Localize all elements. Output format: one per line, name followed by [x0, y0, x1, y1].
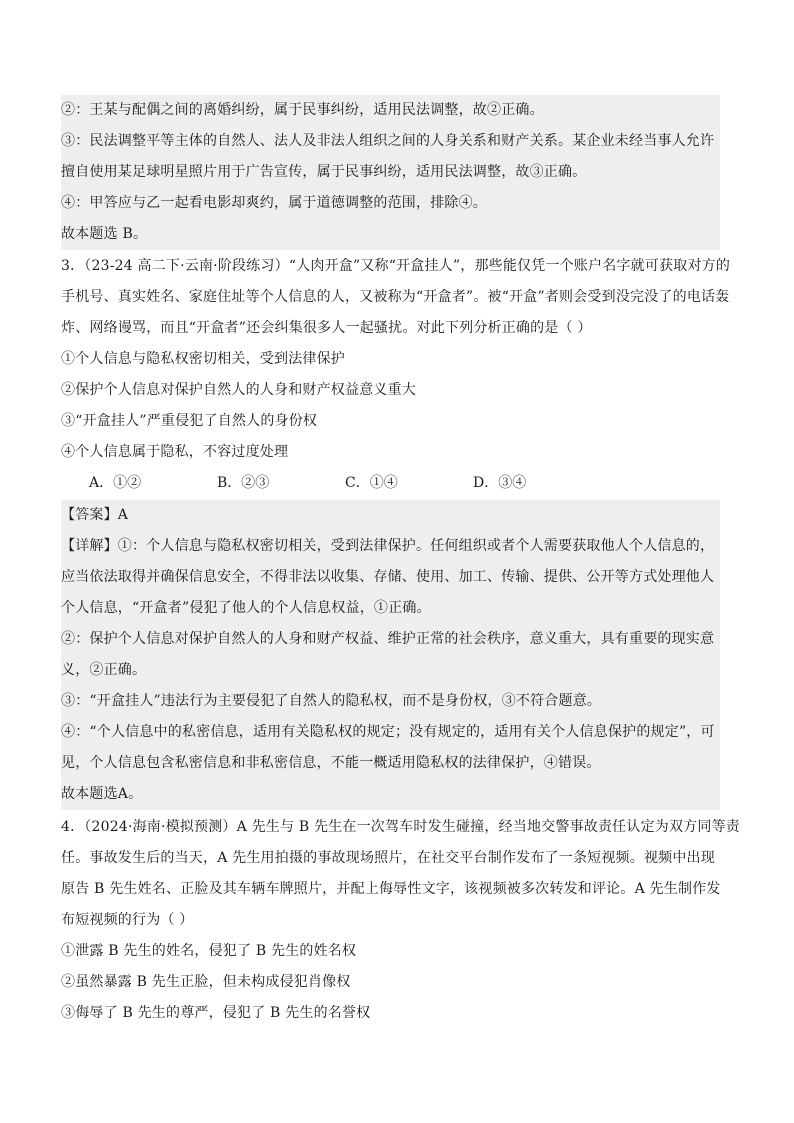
question-stem-line: 手机号、真实姓名、家庭住址等个人信息的人，又被称为“开盒者”。被“开盒”者则会受到没完没了的电话轰 [61, 289, 730, 305]
explanation-line: ④：“个人信息中的私密信息，适用有关隐私权的规定；没有规定的，适用有关个人信息保护的规定”，可 [61, 724, 715, 740]
statement-item: ③侮辱了 B 先生的尊严，侵犯了 B 先生的名誉权 [61, 1005, 371, 1021]
explanation-line: ②：保护个人信息对保护自然人的人身和财产权益、维护正常的社会秩序，意义重大，具有重要的现实意 [61, 631, 715, 647]
explanation-line: 【详解】①：个人信息与隐私权密切相关，受到法律保护。任何组织或者个人需要获取他人个人信息的， [61, 538, 715, 554]
explanation-line: 个人信息，“开盒者”侵犯了他人的个人信息权益，①正确。 [61, 600, 431, 616]
conclusion-line: 故本题选 B。 [61, 226, 148, 242]
statement-item: ②保护个人信息对保护自然人的人身和财产权益意义重大 [61, 382, 416, 398]
option-a: A．①② [89, 475, 142, 491]
question-stem-line: 4．（2024·海南·模拟预测）A 先生与 B 先生在一次驾车时发生碰撞，经当地交警事故责任认定为双方同等责 [61, 819, 740, 835]
previous-answer-block [61, 95, 720, 250]
statement-item: ④个人信息属于隐私，不容过度处理 [61, 444, 289, 460]
statement-item: ③“开盒挂人”严重侵犯了自然人的身份权 [61, 413, 318, 429]
conclusion-line: 故本题选A。 [61, 786, 143, 802]
question-3-block [61, 251, 731, 499]
explanation-line: 义，②正确。 [61, 662, 147, 678]
question-4-block [61, 812, 740, 1029]
statement-item: ①个人信息与隐私权密切相关，受到法律保护 [61, 351, 345, 367]
question-stem-line: 炸、网络谩骂，而且“开盒者”还会纠集很多人一起骚扰。对此下列分析正确的是（ ） [61, 320, 592, 336]
explanation-line: ③：“开盒挂人”违法行为主要侵犯了自然人的隐私权，而不是身份权，③不符合题意。 [61, 693, 602, 709]
question-stem-line: 任。事故发生后的当天，A 先生用拍摄的事故现场照片，在社交平台制作发布了一条短视频。视频中出现 [61, 850, 715, 866]
explanation-line: 应当依法取得并确保信息安全，不得非法以收集、存储、使用、加工、传输、提供、公开等方式处理他人 [61, 569, 715, 585]
explanation-line: ④：甲答应与乙一起看电影却爽约，属于道德调整的范围，排除④。 [61, 195, 487, 211]
question-stem-line: 布短视频的行为（ ） [61, 912, 194, 928]
question-stem-line: 原告 B 先生姓名、正脸及其车辆车牌照片，并配上侮辱性文字，该视频被多次转发和评论。A 先生制作发 [61, 881, 721, 897]
question-stem-line: 3．（23-24 高二下·云南·阶段练习）“人肉开盒”又称“开盒挂人”，那些能仅凭一个账户名字就可获取对方的 [61, 258, 731, 274]
statement-item: ①泄露 B 先生的姓名，侵犯了 B 先生的姓名权 [61, 943, 357, 959]
option-d: D．③④ [473, 475, 527, 491]
explanation-line: 见，个人信息包含私密信息和非私密信息，不能一概适用隐私权的法律保护，④错误。 [61, 755, 601, 771]
answer-line: 【答案】A [61, 507, 129, 523]
answer-options [61, 468, 720, 499]
question-3-answer-block [61, 500, 720, 810]
option-b: B．②③ [217, 475, 270, 491]
explanation-line: 擅自使用某足球明星照片用于广告宣传，属于民事纠纷，适用民法调整，故③正确。 [61, 164, 587, 180]
explanation-line: ③：民法调整平等主体的自然人、法人及非法人组织之间的人身关系和财产关系。某企业未经当事人允许 [61, 133, 715, 149]
explanation-line: ②：王某与配偶之间的离婚纠纷，属于民事纠纷，适用民法调整，故②正确。 [61, 102, 544, 118]
statement-item: ②虽然暴露 B 先生正脸，但未构成侵犯肖像权 [61, 974, 351, 990]
option-c: C．①④ [345, 475, 398, 491]
